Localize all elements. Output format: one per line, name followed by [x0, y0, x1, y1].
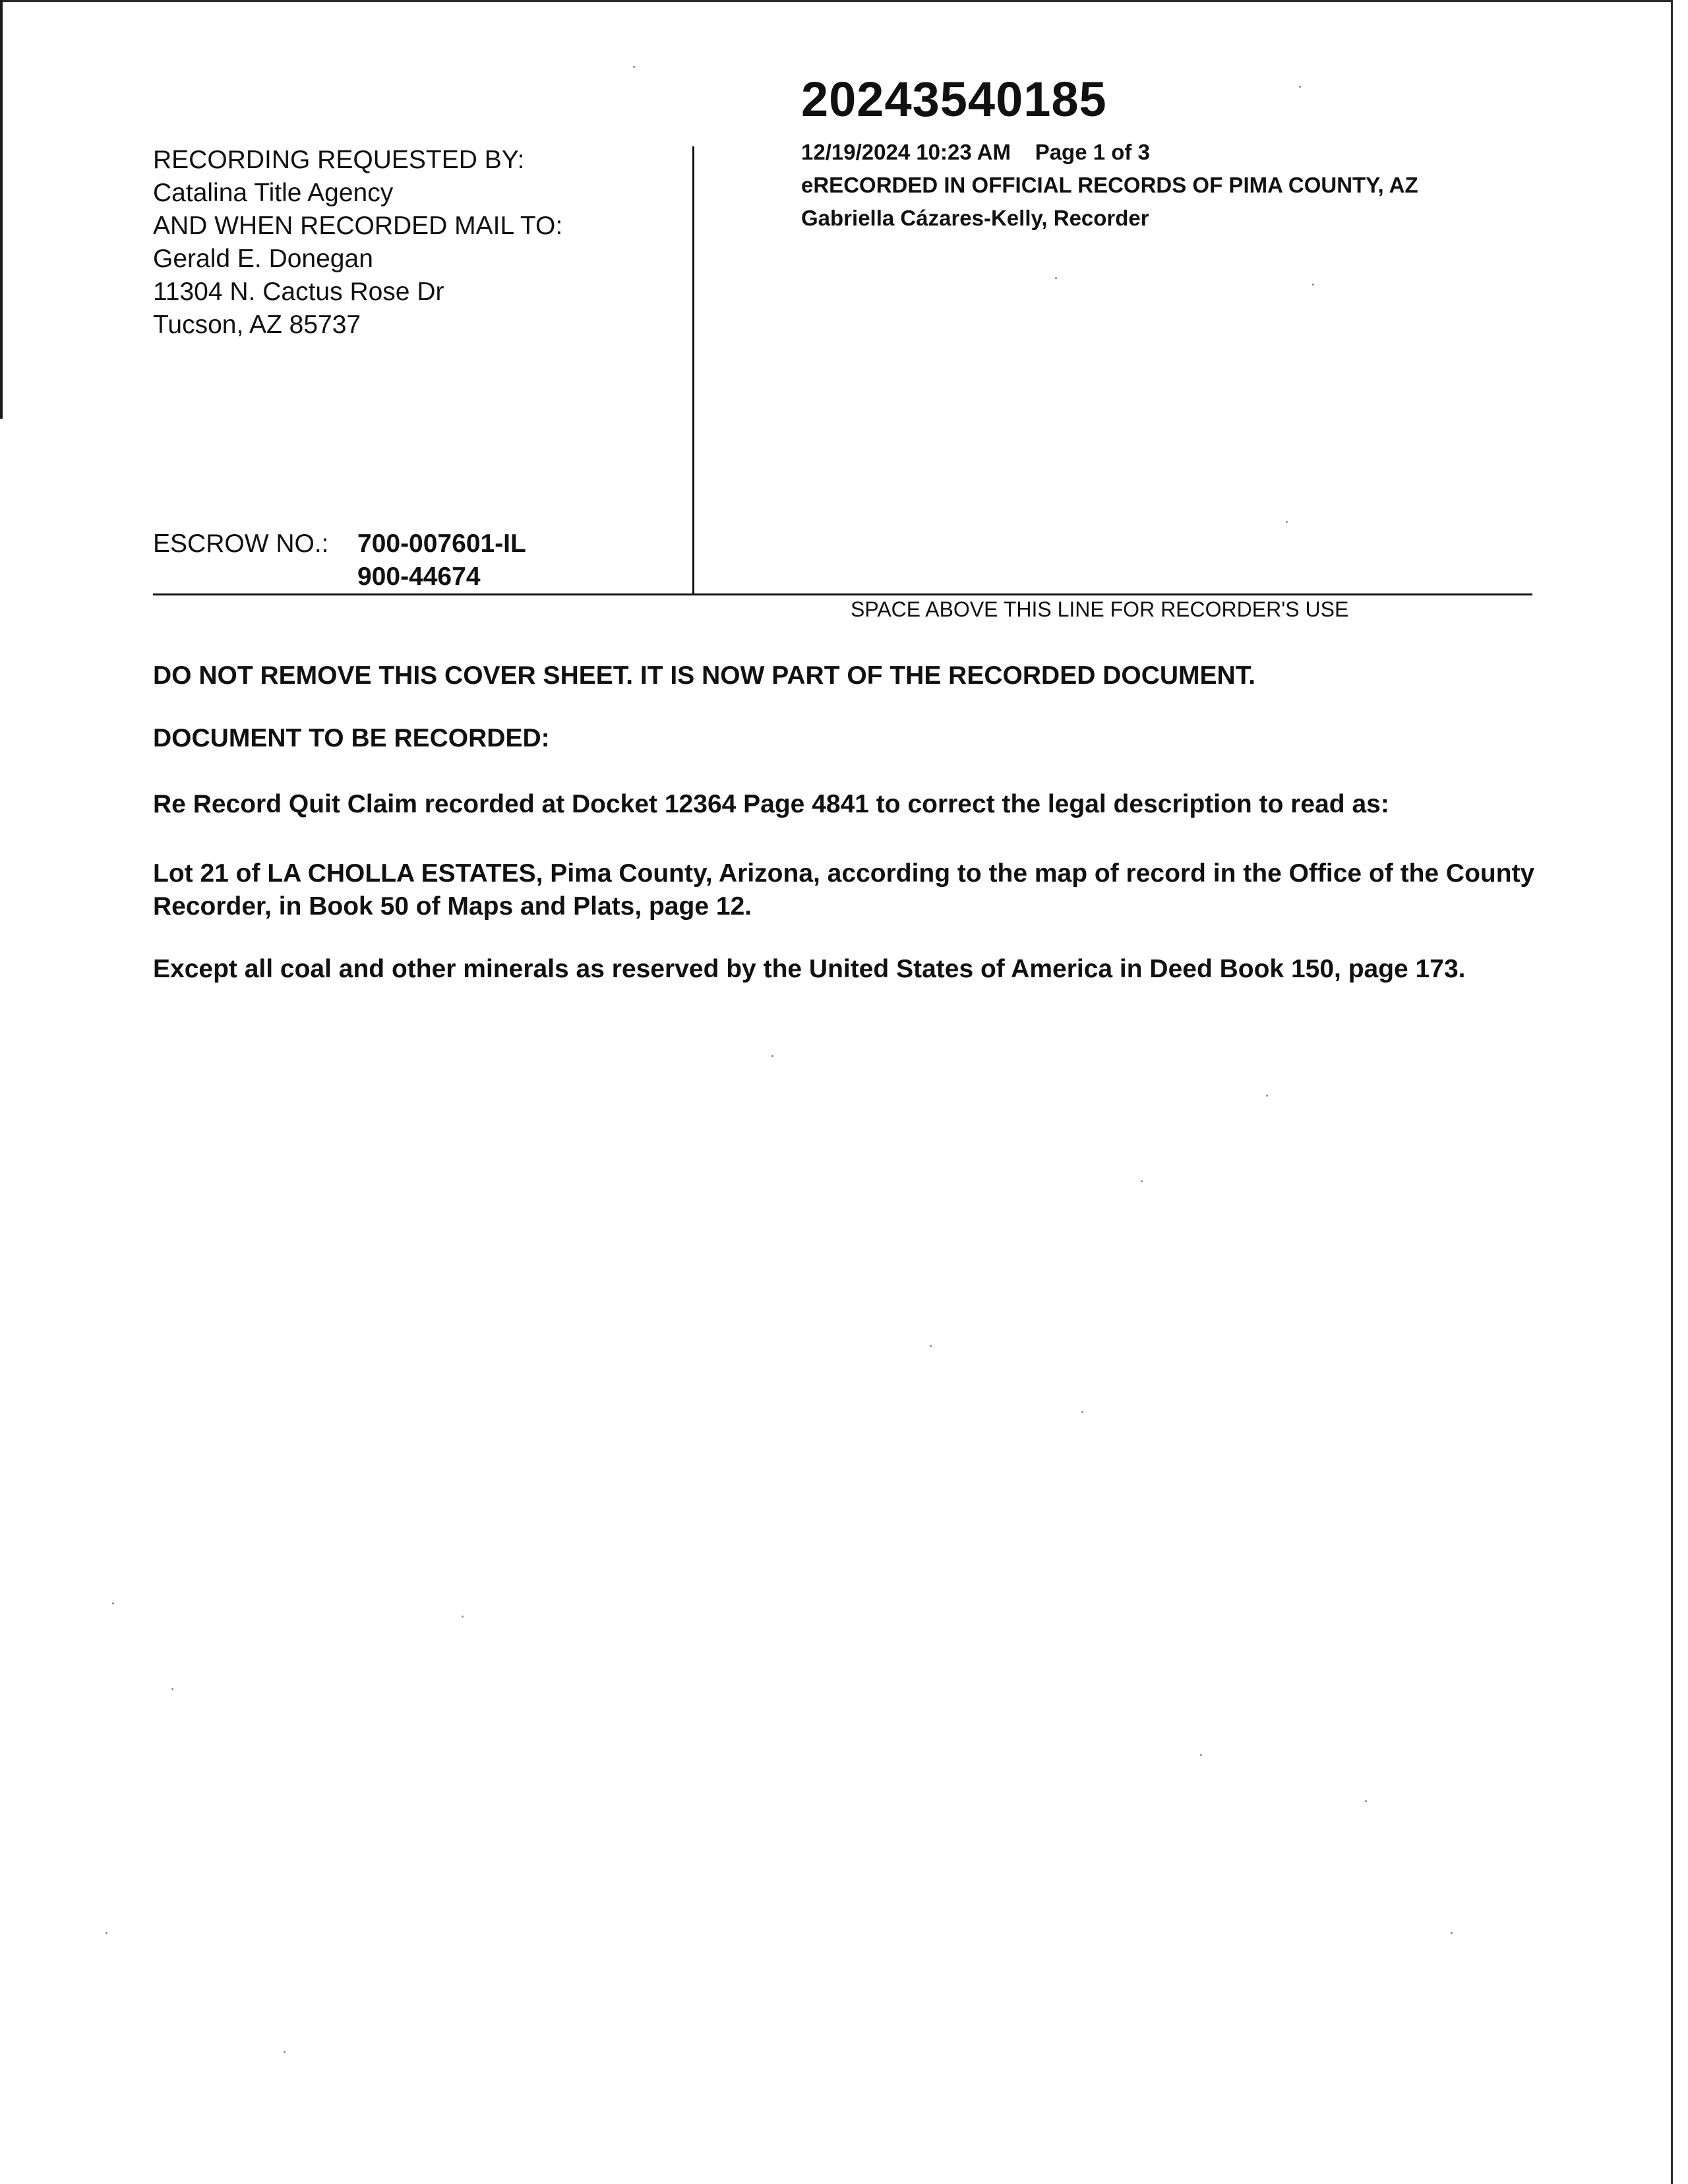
- cover-sheet-notice: DO NOT REMOVE THIS COVER SHEET. IT IS NOW PART OF THE RECORDED DOCUMENT.: [153, 661, 1256, 690]
- scan-speck: [1081, 1411, 1083, 1413]
- mail-to-street: 11304 N. Cactus Rose Dr: [153, 278, 444, 306]
- scan-speck: [1055, 277, 1057, 279]
- scan-speck: [1286, 521, 1288, 523]
- page-edge-right: [1671, 0, 1673, 2184]
- scan-speck: [1141, 1180, 1143, 1182]
- scan-speck: [771, 1055, 773, 1057]
- escrow-block: [153, 528, 526, 591]
- recording-datetime: 12/19/2024 10:23 AM: [801, 140, 1011, 164]
- escrow-numbers: [357, 528, 526, 593]
- recorded-official-line: eRECORDED IN OFFICIAL RECORDS OF PIMA COUNTY, AZ: [801, 173, 1418, 197]
- legal-description: Lot 21 of LA CHOLLA ESTATES, Pima County, Arizona, according to the map of record in the Office of the County Recorder, in Book 50 of Maps and Plats, page 12.: [153, 859, 1535, 921]
- requested-by-name: Catalina Title Agency: [153, 179, 394, 207]
- page-info: Page 1 of 3: [1035, 140, 1150, 164]
- header-vertical-divider: [692, 146, 694, 595]
- recording-document-number: 20243540185: [801, 72, 1107, 127]
- mineral-exception: Except all coal and other minerals as reserved by the United States of America in Deed Book 150, page 173.: [153, 955, 1466, 983]
- scan-speck: [633, 66, 635, 68]
- mail-to-label: AND WHEN RECORDED MAIL TO:: [153, 212, 563, 240]
- mail-to-name: Gerald E. Donegan: [153, 245, 373, 273]
- scan-speck: [1266, 1095, 1268, 1097]
- mail-to-city: Tucson, AZ 85737: [153, 311, 361, 339]
- scan-speck: [1312, 284, 1314, 286]
- scan-speck: [930, 1345, 932, 1347]
- scan-speck: [1200, 1754, 1202, 1756]
- re-record-statement: Re Record Quit Claim recorded at Docket 12364 Page 4841 to correct the legal description to read as:: [153, 790, 1389, 818]
- scan-speck: [1451, 1932, 1453, 1934]
- recording-requested-by-label: RECORDING REQUESTED BY:: [153, 146, 525, 174]
- space-above-label: SPACE ABOVE THIS LINE FOR RECORDER'S USE: [851, 597, 1349, 621]
- recorder-name: Gabriella Cázares-Kelly, Recorder: [801, 206, 1149, 230]
- document-to-be-recorded-label: DOCUMENT TO BE RECORDED:: [153, 724, 550, 752]
- scan-speck: [462, 1616, 464, 1618]
- escrow-number-1: 700-007601-IL: [357, 530, 526, 558]
- scan-speck: [1299, 86, 1301, 88]
- scan-speck: [106, 1932, 107, 1934]
- scan-speck: [284, 2051, 286, 2053]
- scan-speck: [112, 1602, 114, 1604]
- page-edge-left: [0, 0, 3, 419]
- recording-request-block: [153, 144, 680, 342]
- page-edge-top: [0, 0, 1672, 2]
- recorder-space-line: [153, 593, 1532, 595]
- recording-datetime-line: [801, 136, 1418, 169]
- escrow-number-2: 900-44674: [357, 562, 481, 591]
- scan-speck: [171, 1688, 173, 1690]
- recorder-info-block: [801, 136, 1418, 235]
- escrow-label: ESCROW NO.:: [153, 530, 329, 558]
- scan-speck: [1365, 1800, 1367, 1802]
